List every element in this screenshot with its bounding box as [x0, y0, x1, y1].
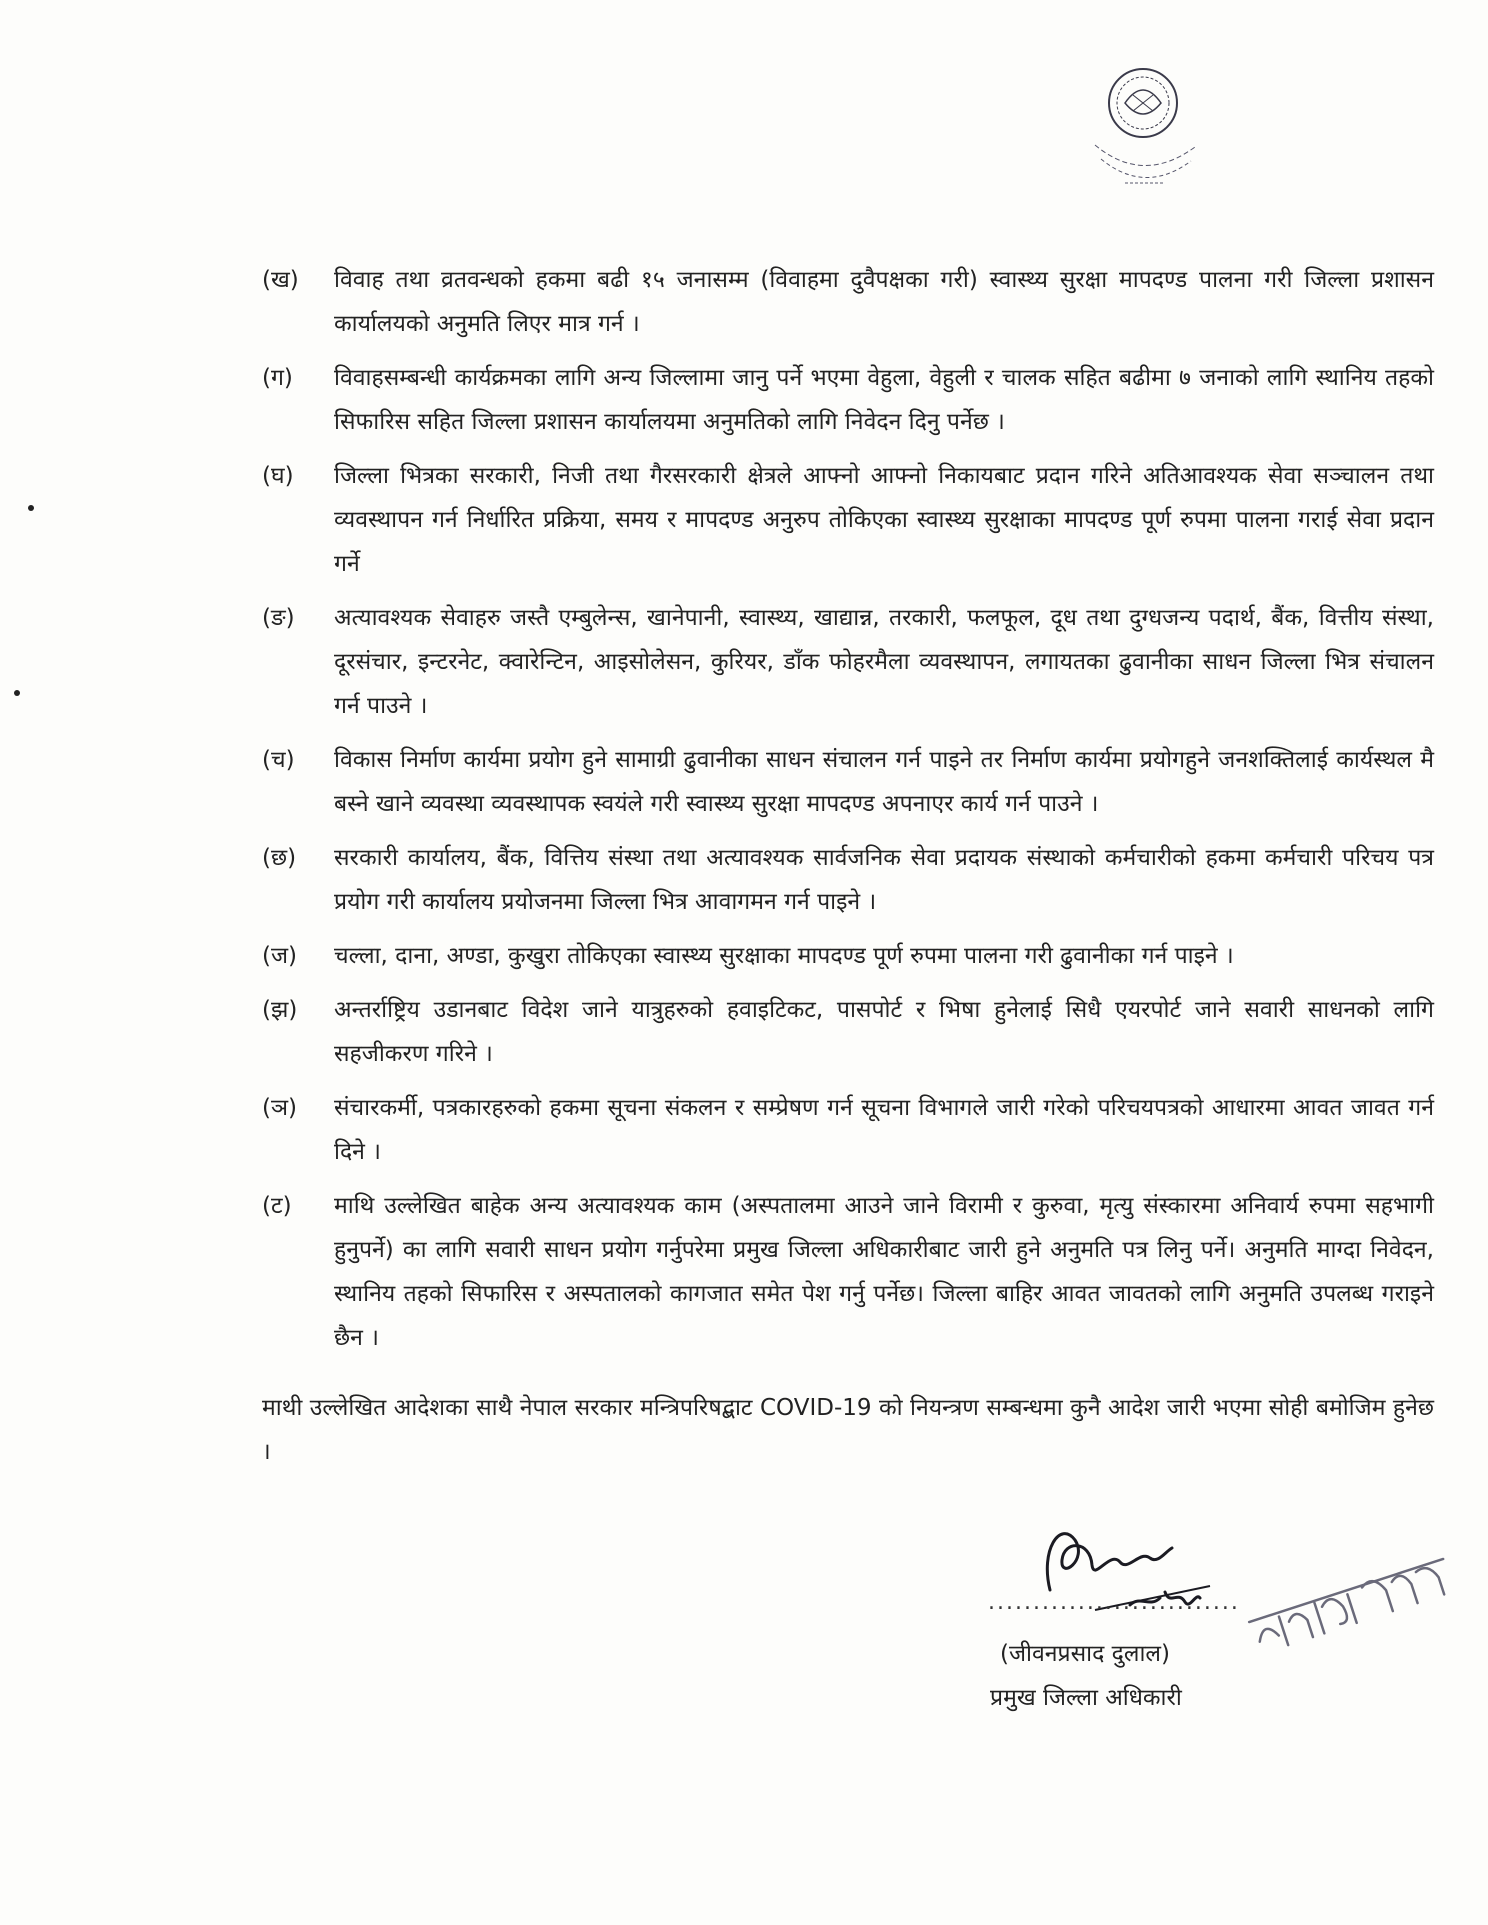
item-text: माथि उल्लेखित बाहेक अन्य अत्यावश्यक काम (अस्पतालमा आउने जाने विरामी र कुरुवा, मृत्यु संस्कारमा अनिवार्य रुपमा सहभागी हुनुपर्ने) का लागि सवारी साधन प्रयोग गर्नुपरेमा प्रमुख जिल्ला अधिकारीबाट जारी हुने अनुमति पत्र लिनु पर्ने। अनुमति माग्दा निवेदन, स्थानिय तहको सिफारिस र अस्पतालको कागजात समेत पेश गर्नु पर्नेछ। जिल्ला बाहिर आवत जावतको लागि अनुमति उपलब्ध गराइने छैन ।: [334, 1193, 1434, 1351]
item-marker: (ग): [262, 365, 293, 391]
item-marker: (च): [262, 747, 295, 773]
item-marker: (छ): [262, 845, 297, 871]
item-marker: (ट): [262, 1193, 292, 1219]
item-text: विवाह तथा व्रतवन्धको हकमा बढी १५ जनासम्म (विवाहमा दुवैपक्षका गरी) स्वास्थ्य सुरक्षा मापदण्ड पालना गरी जिल्ला प्रशासन कार्यालयको अनुमति लिएर मात्र गर्न ।: [334, 267, 1434, 337]
order-list: [262, 258, 1434, 1474]
scan-speck: [14, 690, 20, 696]
item-text: अन्तर्राष्ट्रिय उडानबाट विदेश जाने यात्रुहरुको हवाइटिकट, पासपोर्ट र भिषा हुनेलाई सिधै एयरपोर्ट जाने सवारी साधनको लागि सहजीकरण गरिने ।: [334, 997, 1434, 1067]
list-item: [262, 454, 1434, 586]
list-item: [262, 258, 1434, 346]
item-marker: (झ): [262, 997, 298, 1023]
office-seal-icon: [1055, 55, 1215, 215]
list-item: [262, 1086, 1434, 1174]
item-text: अत्यावश्यक सेवाहरु जस्तै एम्बुलेन्स, खानेपानी, स्वास्थ्य, खाद्यान्न, तरकारी, फलफूल, दूध तथा दुग्धजन्य पदार्थ, बैंक, वित्तीय संस्था, दूरसंचार, इन्टरनेट, क्वारेन्टिन, आइसोलेसन, कुरियर, डाँक फोहरमैला व्यवस्थापन, लगायतका ढुवानीका साधन जिल्ला भित्र संचालन गर्न पाउने ।: [334, 605, 1434, 719]
item-text: विवाहसम्बन्धी कार्यक्रमका लागि अन्य जिल्लामा जानु पर्ने भएमा वेहुला, वेहुली र चालक सहित बढीमा ७ जनाको लागि स्थानिय तहको सिफारिस सहित जिल्ला प्रशासन कार्यालयमा अनुमतिको लागि निवेदन दिनु पर्नेछ ।: [334, 365, 1434, 435]
list-item: [262, 596, 1434, 728]
list-item: [262, 988, 1434, 1076]
item-text: चल्ला, दाना, अण्डा, कुखुरा तोकिएका स्वास्थ्य सुरक्षाका मापदण्ड पूर्ण रुपमा पालना गरी ढुवानीका गर्न पाइने ।: [334, 943, 1234, 969]
signature-line: ............................: [988, 1590, 1240, 1615]
list-item: [262, 738, 1434, 826]
item-marker: (ङ): [262, 605, 295, 631]
signature-block: [960, 1510, 1460, 1730]
list-item: [262, 836, 1434, 924]
item-text: जिल्ला भित्रका सरकारी, निजी तथा गैरसरकारी क्षेत्रले आफ्नो आफ्नो निकायबाट प्रदान गरिने अतिआवश्यक सेवा सञ्चालन तथा व्यवस्थापन गर्न निर्धारित प्रक्रिया, समय र मापदण्ड अनुरुप तोकिएका स्वास्थ्य सुरक्षाका मापदण्ड पूर्ण रुपमा पालना गराई सेवा प्रदान गर्ने: [334, 463, 1434, 577]
scan-speck: [28, 505, 34, 511]
signatory-name: (जीवनप्रसाद दुलाल): [1000, 1641, 1170, 1667]
item-marker: (ज): [262, 943, 298, 969]
item-text: संचारकर्मी, पत्रकारहरुको हकमा सूचना संकलन र सम्प्रेषण गर्न सूचना विभागले जारी गरेको परिचयपत्रको आधारमा आवत जावत गर्न दिने ।: [334, 1095, 1434, 1165]
list-item: [262, 934, 1434, 978]
list-item: [262, 356, 1434, 444]
signatory-title: प्रमुख जिल्ला अधिकारी: [990, 1685, 1182, 1711]
item-marker: (ञ): [262, 1095, 298, 1121]
official-stamp-icon: [1240, 1530, 1470, 1660]
item-text: सरकारी कार्यालय, बैंक, वित्तिय संस्था तथा अत्यावश्यक सार्वजनिक सेवा प्रदायक संस्थाको कर्मचारीको हकमा कर्मचारी परिचय पत्र प्रयोग गरी कार्यालय प्रयोजनमा जिल्ला भित्र आवागमन गर्न पाइने ।: [334, 845, 1434, 915]
closing-paragraph: माथी उल्लेखित आदेशका साथै नेपाल सरकार मन्त्रिपरिषद्बाट COVID-19 को नियन्त्रण सम्बन्धमा कुनै आदेश जारी भएमा सोही बमोजिम हुनेछ ।: [262, 1395, 1434, 1465]
item-marker: (ख): [262, 267, 299, 293]
item-marker: (घ): [262, 463, 294, 489]
item-text: विकास निर्माण कार्यमा प्रयोग हुने सामाग्री ढुवानीका साधन संचालन गर्न पाइने तर निर्माण कार्यमा प्रयोगहुने जनशक्तिलाई कार्यस्थल मै बस्ने खाने व्यवस्था व्यवस्थापक स्वयंले गरी स्वास्थ्य सुरक्षा मापदण्ड अपनाएर कार्य गर्न पाउने ।: [334, 747, 1434, 817]
list-item: [262, 1184, 1434, 1360]
